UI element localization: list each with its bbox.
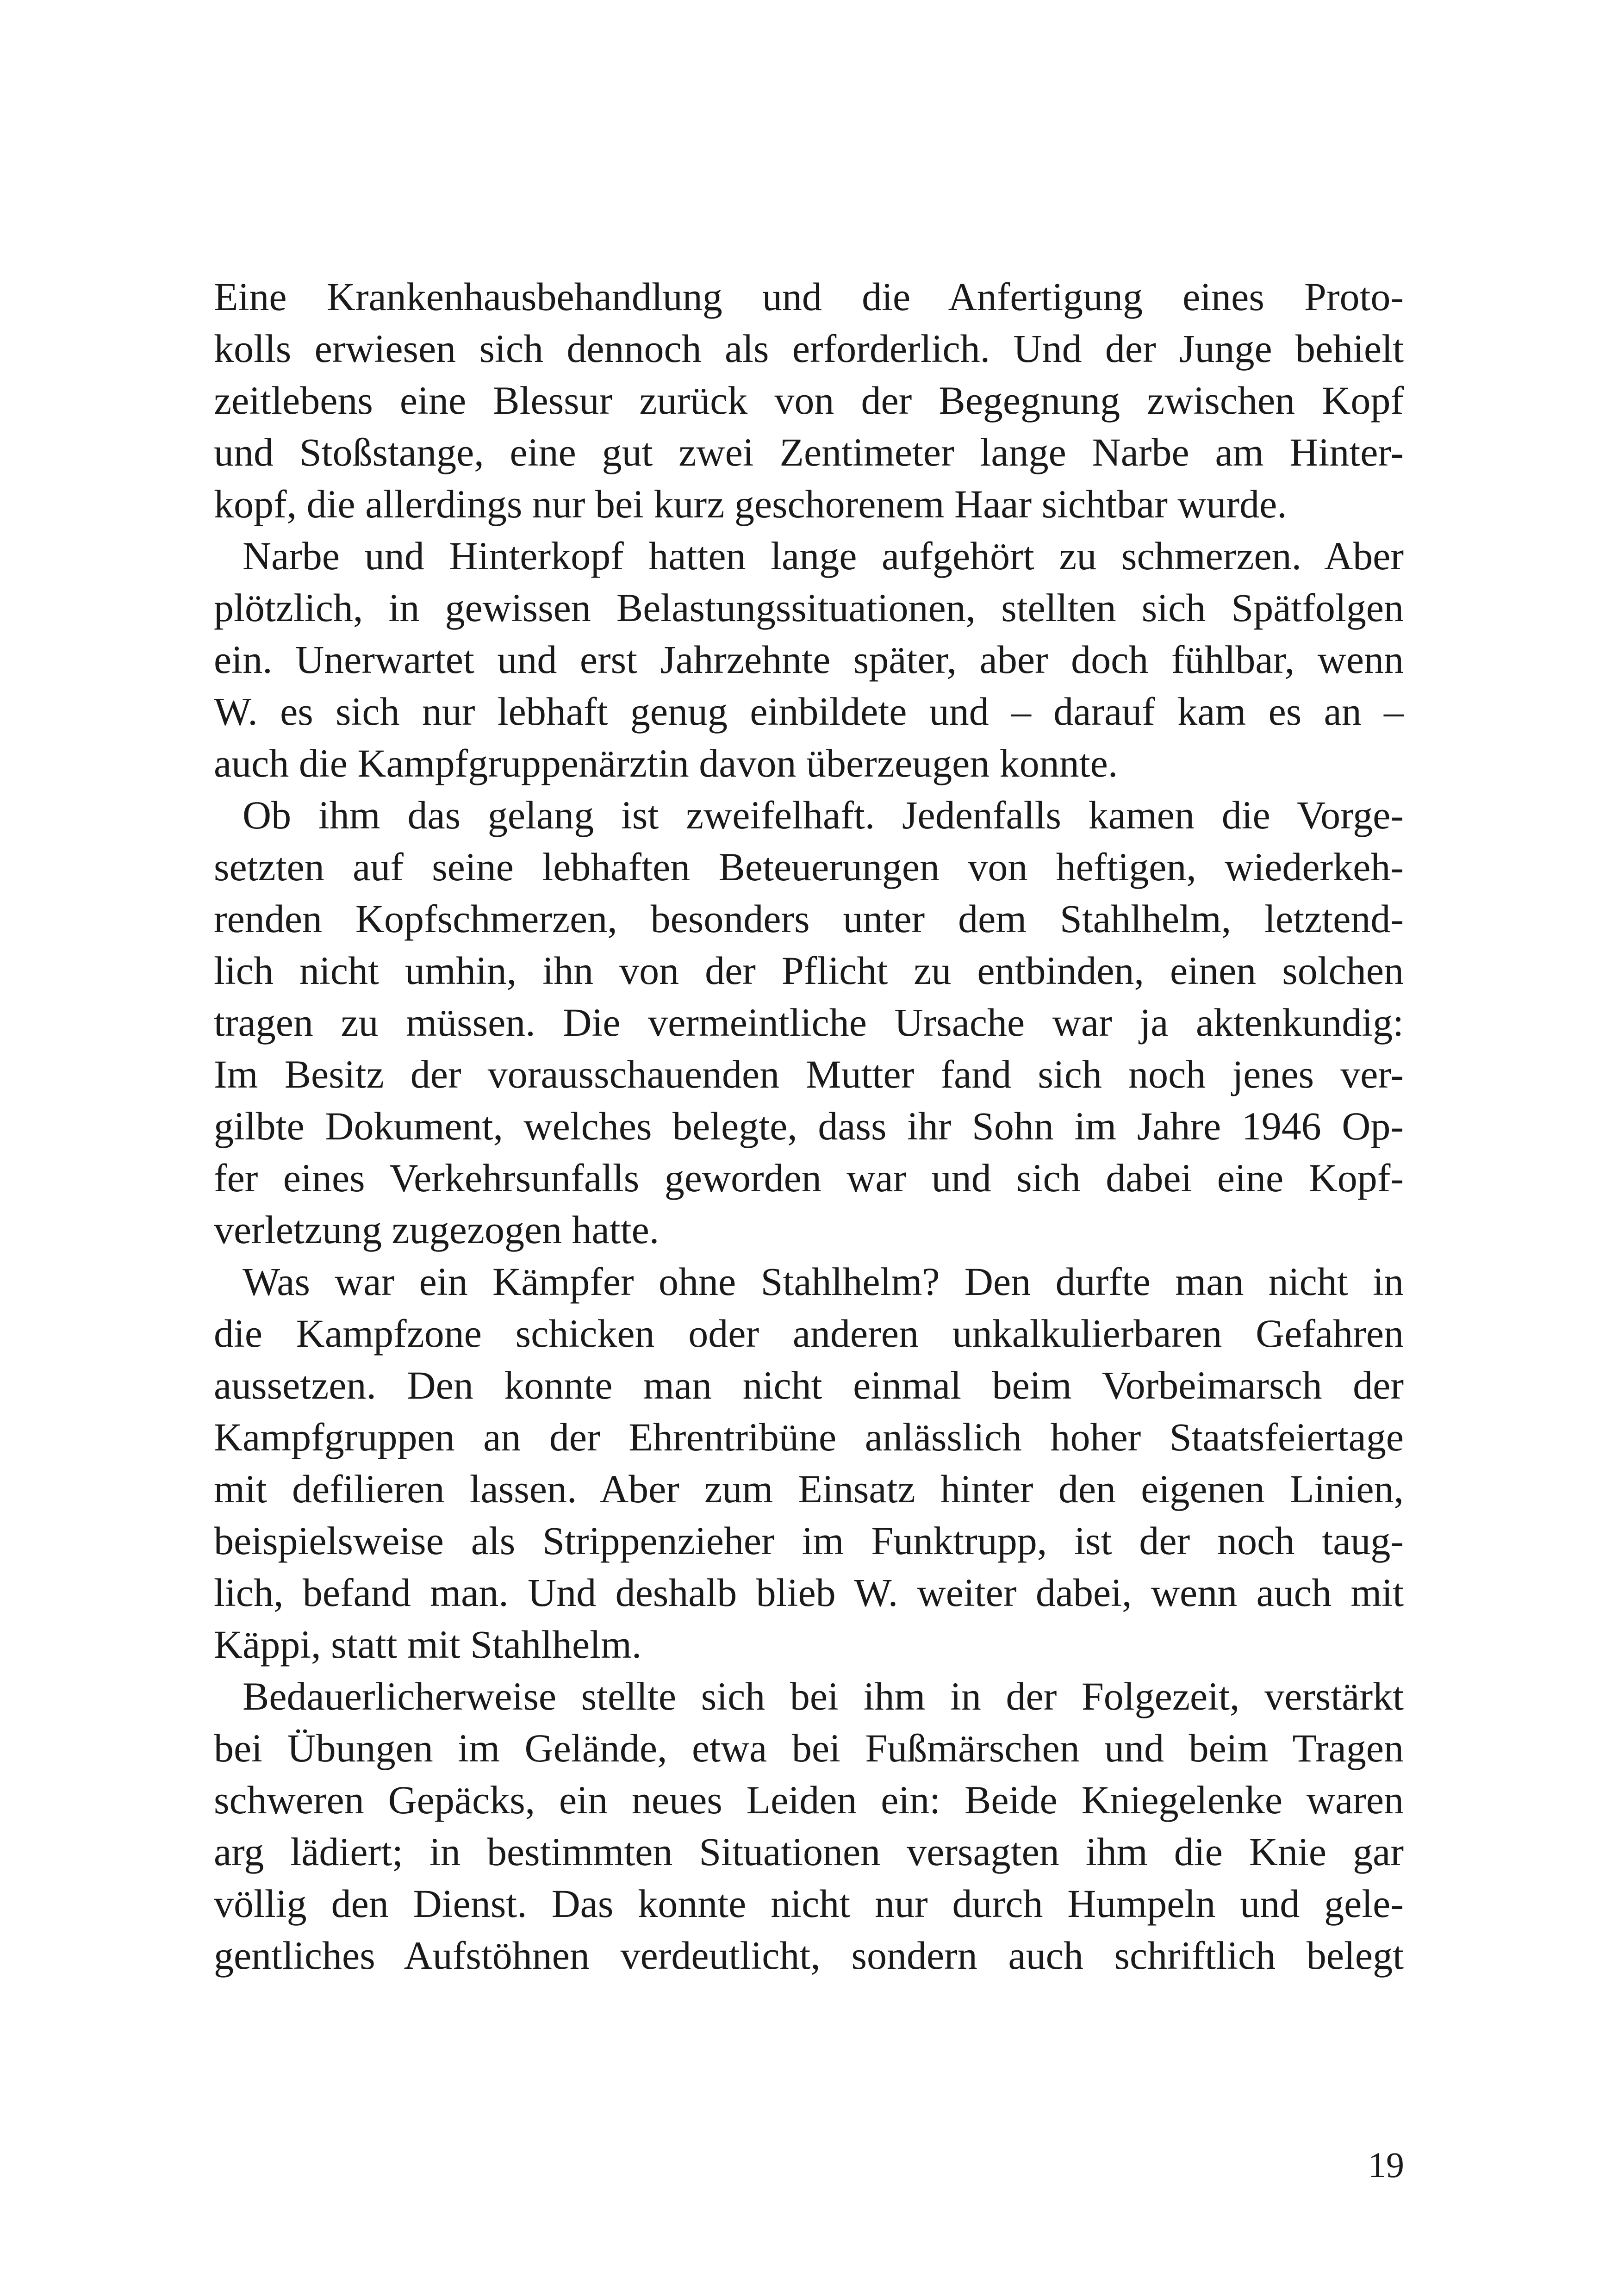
text-line: völlig den Dienst. Das konnte nicht nur durch Humpeln und gele- bbox=[214, 1881, 1404, 1926]
page-number: 19 bbox=[1368, 2145, 1404, 2185]
text-line: zeitlebens eine Blessur zurück von der Begegnung zwischen Kopf bbox=[214, 378, 1404, 423]
text-line: bei Übungen im Gelände, etwa bei Fußmärschen und beim Tragen bbox=[214, 1726, 1404, 1770]
text-line: lich, befand man. Und deshalb blieb W. weiter dabei, wenn auch mit bbox=[214, 1570, 1404, 1615]
text-line: Bedauerlicherweise stellte sich bei ihm in der Folgezeit, verstärkt bbox=[243, 1674, 1404, 1718]
text-line: verletzung zugezogen hatte. bbox=[214, 1207, 660, 1252]
text-line: arg lädiert; in bestimmten Situationen versagten ihm die Knie gar bbox=[214, 1829, 1404, 1874]
text-line: W. es sich nur lebhaft genug einbildete und – darauf kam es an – bbox=[214, 689, 1404, 734]
text-line: aussetzen. Den konnte man nicht einmal beim Vorbeimarsch der bbox=[214, 1363, 1404, 1407]
text-line: kopf, die allerdings nur bei kurz geschorenem Haar sichtbar wurde. bbox=[214, 482, 1287, 526]
text-line: Kampfgruppen an der Ehrentribüne anlässlich hoher Staatsfeiertage bbox=[214, 1415, 1404, 1459]
text-line: Was war ein Kämpfer ohne Stahlhelm? Den durfte man nicht in bbox=[243, 1259, 1404, 1304]
text-line: Im Besitz der vorausschauenden Mutter fand sich noch jenes ver- bbox=[214, 1052, 1404, 1096]
text-line: tragen zu müssen. Die vermeintliche Ursache war ja aktenkundig: bbox=[214, 1000, 1404, 1045]
text-line: fer eines Verkehrsunfalls geworden war und sich dabei eine Kopf- bbox=[214, 1156, 1404, 1200]
text-line: beispielsweise als Strippenzieher im Funktrupp, ist der noch taug- bbox=[214, 1518, 1404, 1563]
text-line: lich nicht umhin, ihn von der Pflicht zu entbinden, einen solchen bbox=[214, 948, 1404, 993]
text-line: Käppi, statt mit Stahlhelm. bbox=[214, 1622, 642, 1667]
text-line: die Kampfzone schicken oder anderen unkalkulierbaren Gefahren bbox=[214, 1311, 1404, 1356]
text-line: renden Kopfschmerzen, besonders unter dem Stahlhelm, letztend- bbox=[214, 896, 1404, 941]
text-line: auch die Kampfgruppenärztin davon überzeugen konnte. bbox=[214, 741, 1118, 785]
text-line: gilbte Dokument, welches belegte, dass ihr Sohn im Jahre 1946 Op- bbox=[214, 1104, 1404, 1148]
text-line: schweren Gepäcks, ein neues Leiden ein: Beide Kniegelenke waren bbox=[214, 1778, 1404, 1822]
text-line: Narbe und Hinterkopf hatten lange aufgehört zu schmerzen. Aber bbox=[243, 534, 1404, 578]
text-line: Ob ihm das gelang ist zweifelhaft. Jedenfalls kamen die Vorge- bbox=[243, 793, 1404, 837]
text-line: Eine Krankenhausbehandlung und die Anfertigung eines Proto- bbox=[214, 274, 1404, 319]
text-line: gentliches Aufstöhnen verdeutlicht, sondern auch schriftlich belegt bbox=[214, 1933, 1404, 1978]
text-line: kolls erwiesen sich dennoch als erforderlich. Und der Junge behielt bbox=[214, 326, 1404, 371]
text-line: mit defilieren lassen. Aber zum Einsatz hinter den eigenen Linien, bbox=[214, 1467, 1404, 1511]
text-line: ein. Unerwartet und erst Jahrzehnte später, aber doch fühlbar, wenn bbox=[214, 637, 1404, 682]
text-line: setzten auf seine lebhaften Beteuerungen von heftigen, wiederkeh- bbox=[214, 845, 1404, 889]
text-line: und Stoßstange, eine gut zwei Zentimeter lange Narbe am Hinter- bbox=[214, 430, 1404, 474]
text-line: plötzlich, in gewissen Belastungssituationen, stellten sich Spätfolgen bbox=[214, 585, 1404, 630]
body-text bbox=[214, 271, 1404, 1981]
